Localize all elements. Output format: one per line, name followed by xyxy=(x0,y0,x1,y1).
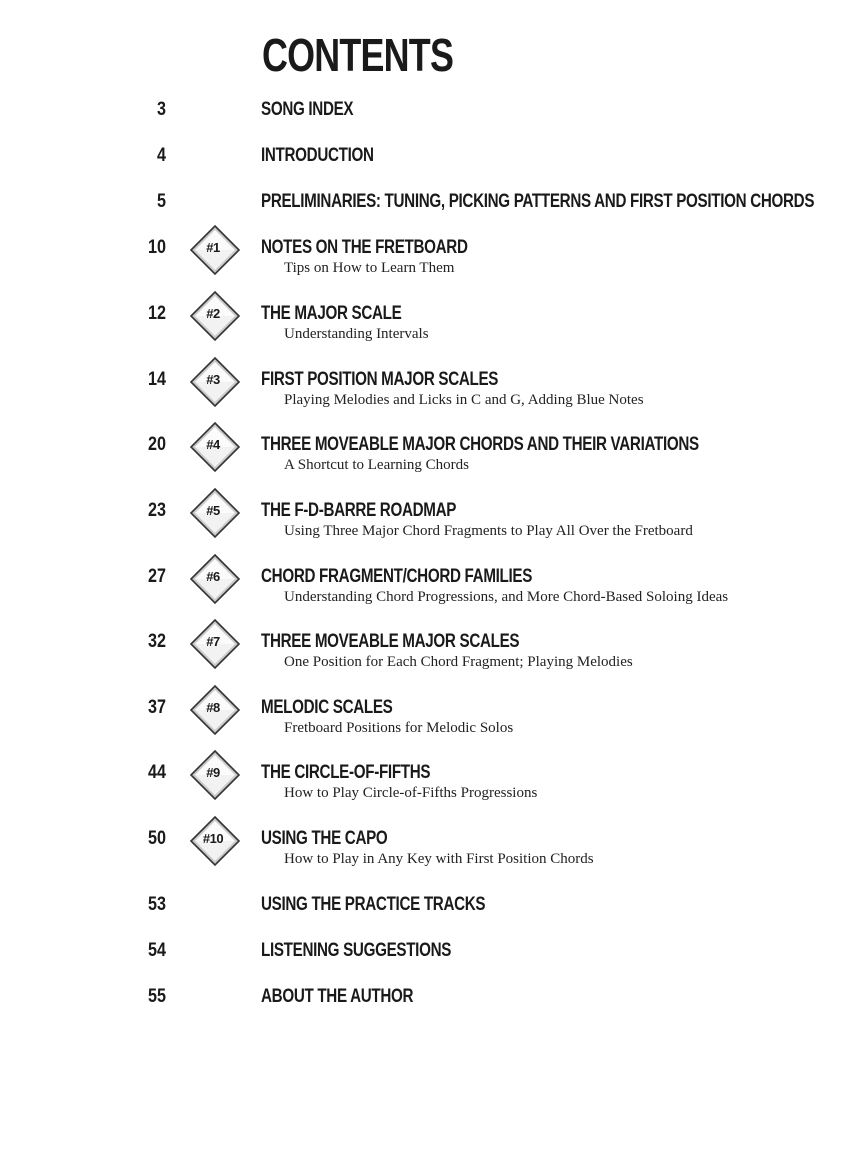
toc-entry-roadmap-3[interactable] xyxy=(0,369,864,419)
toc-entry-listening-suggestions[interactable] xyxy=(0,940,864,990)
toc-entry-roadmap-5[interactable] xyxy=(0,500,864,550)
entry-title[interactable]: MELODIC SCALES xyxy=(261,697,393,718)
page-number: 4 xyxy=(157,145,166,166)
entry-subtitle: Using Three Major Chord Fragments to Play All Over the Fretboard xyxy=(284,523,693,539)
entry-subtitle: Understanding Intervals xyxy=(284,326,429,342)
roadmap-badge xyxy=(189,749,241,801)
entry-subtitle: A Shortcut to Learning Chords xyxy=(284,457,469,473)
badge-label: #4 xyxy=(206,437,220,452)
entry-title[interactable]: SONG INDEX xyxy=(261,99,354,120)
entry-title[interactable]: PRELIMINARIES: TUNING, PICKING PATTERNS AND FIRST POSITION CHORDS xyxy=(261,191,815,212)
badge-label: #5 xyxy=(206,503,220,518)
toc-entry-about-author[interactable] xyxy=(0,986,864,1036)
toc-entry-roadmap-8[interactable] xyxy=(0,697,864,747)
roadmap-badge xyxy=(189,224,241,276)
page-number: 50 xyxy=(148,828,166,849)
page-number: 55 xyxy=(148,986,166,1007)
toc-entry-song-index[interactable] xyxy=(0,99,864,149)
page-number: 32 xyxy=(148,631,166,652)
entry-title[interactable]: FIRST POSITION MAJOR SCALES xyxy=(261,369,499,390)
roadmap-badge xyxy=(189,487,241,539)
page-number: 37 xyxy=(148,697,166,718)
entry-subtitle: One Position for Each Chord Fragment; Playing Melodies xyxy=(284,654,633,670)
roadmap-badge xyxy=(189,290,241,342)
page-number: 23 xyxy=(148,500,166,521)
entry-subtitle: Tips on How to Learn Them xyxy=(284,260,455,276)
entry-title[interactable]: THREE MOVEABLE MAJOR SCALES xyxy=(261,631,520,652)
toc-entry-roadmap-9[interactable] xyxy=(0,762,864,812)
roadmap-badge xyxy=(189,618,241,670)
entry-title[interactable]: INTRODUCTION xyxy=(261,145,374,166)
entry-subtitle: Playing Melodies and Licks in C and G, Adding Blue Notes xyxy=(284,392,644,408)
entry-title[interactable]: THE F-D-BARRE ROADMAP xyxy=(261,500,457,521)
page-number: 27 xyxy=(148,566,166,587)
badge-label: #8 xyxy=(206,700,220,715)
toc-entry-preliminaries[interactable] xyxy=(0,191,864,241)
toc-entry-practice-tracks[interactable] xyxy=(0,894,864,944)
entry-subtitle: Understanding Chord Progressions, and More Chord-Based Soloing Ideas xyxy=(284,589,729,605)
entry-title[interactable]: USING THE PRACTICE TRACKS xyxy=(261,894,486,915)
badge-label: #10 xyxy=(202,831,224,846)
page-number: 5 xyxy=(157,191,166,212)
page-number: 20 xyxy=(148,434,166,455)
entry-title[interactable]: THE CIRCLE-OF-FIFTHS xyxy=(261,762,431,783)
entry-subtitle: How to Play in Any Key with First Position Chords xyxy=(284,851,594,867)
toc-entry-roadmap-1[interactable] xyxy=(0,237,864,287)
toc-entry-introduction[interactable] xyxy=(0,145,864,195)
roadmap-badge xyxy=(189,421,241,473)
toc-entry-roadmap-2[interactable] xyxy=(0,303,864,353)
entry-title[interactable]: ABOUT THE AUTHOR xyxy=(261,986,414,1007)
page-number: 53 xyxy=(148,894,166,915)
entry-subtitle: Fretboard Positions for Melodic Solos xyxy=(284,720,514,736)
badge-label: #1 xyxy=(206,240,220,255)
page-number: 44 xyxy=(148,762,166,783)
page-title: CONTENTS xyxy=(262,29,454,81)
entry-title[interactable]: THE MAJOR SCALE xyxy=(261,303,402,324)
entry-title[interactable]: THREE MOVEABLE MAJOR CHORDS AND THEIR VARIATIONS xyxy=(261,434,699,455)
entry-title[interactable]: NOTES ON THE FRETBOARD xyxy=(261,237,468,258)
badge-label: #9 xyxy=(206,765,220,780)
badge-label: #3 xyxy=(206,372,220,387)
toc-entry-roadmap-7[interactable] xyxy=(0,631,864,681)
entry-title[interactable]: LISTENING SUGGESTIONS xyxy=(261,940,452,961)
toc-entry-roadmap-10[interactable] xyxy=(0,828,864,878)
page-number: 10 xyxy=(148,237,166,258)
page-number: 14 xyxy=(148,369,166,390)
toc-entry-roadmap-4[interactable] xyxy=(0,434,864,484)
badge-label: #2 xyxy=(206,306,220,321)
badge-label: #6 xyxy=(206,569,220,584)
entry-subtitle: How to Play Circle-of-Fifths Progressions xyxy=(284,785,538,801)
badge-label: #7 xyxy=(206,634,220,649)
roadmap-badge xyxy=(189,553,241,605)
page-number: 3 xyxy=(157,99,166,120)
roadmap-badge xyxy=(189,356,241,408)
entry-title[interactable]: CHORD FRAGMENT/CHORD FAMILIES xyxy=(261,566,533,587)
page-number: 12 xyxy=(148,303,166,324)
page-number: 54 xyxy=(148,940,166,961)
roadmap-badge xyxy=(189,684,241,736)
entry-title[interactable]: USING THE CAPO xyxy=(261,828,388,849)
roadmap-badge xyxy=(189,815,241,867)
toc-entry-roadmap-6[interactable] xyxy=(0,566,864,616)
